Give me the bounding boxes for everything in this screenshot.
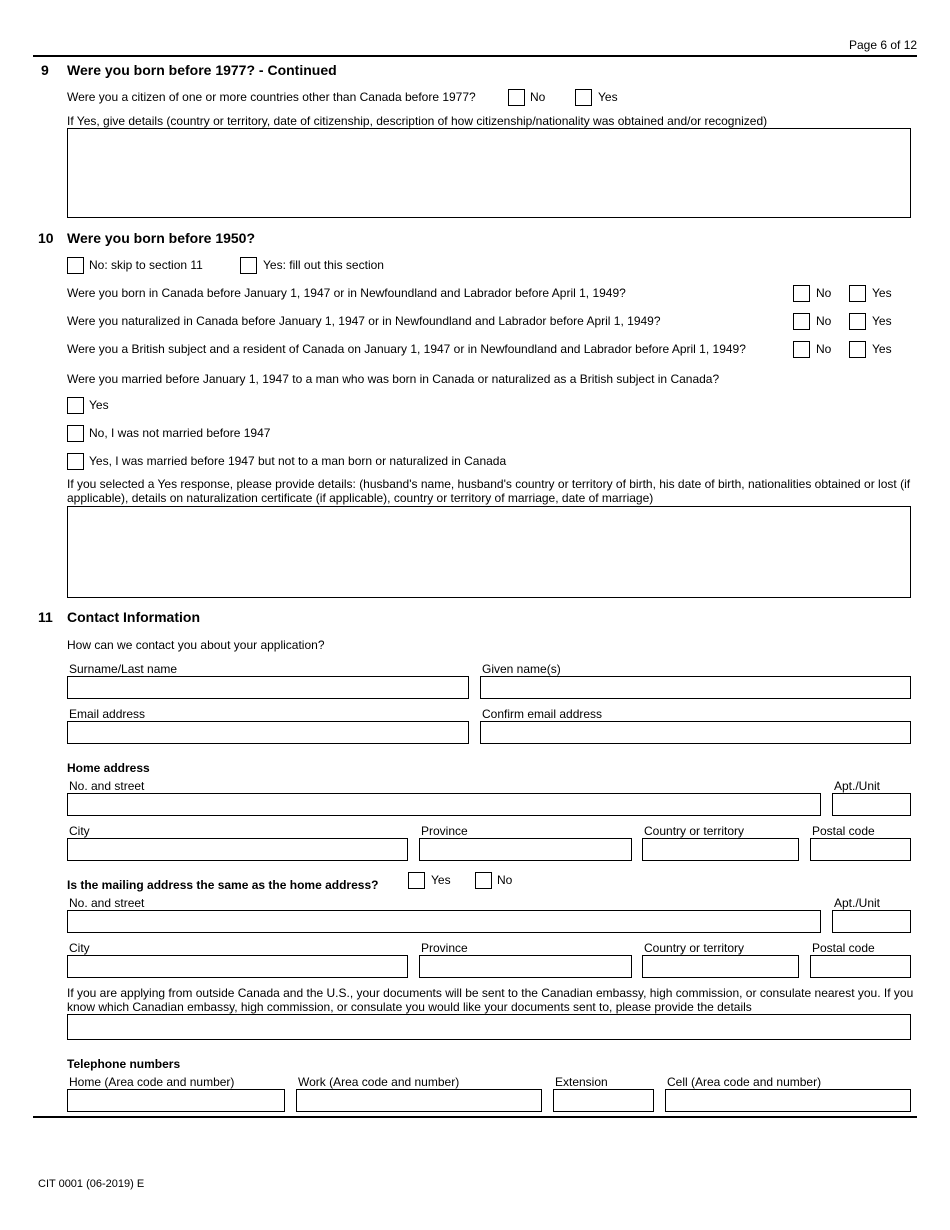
s10-q3-no-checkbox[interactable] — [793, 341, 810, 358]
home-country-label: Country or territory — [644, 824, 745, 838]
s9-yes-label: Yes — [598, 90, 618, 104]
home-province-input[interactable] — [419, 838, 632, 861]
mailing-city-input[interactable] — [67, 955, 408, 978]
mailing-country-label: Country or territory — [644, 941, 745, 955]
s10-q2-no-label: No — [816, 314, 832, 328]
home-province-label: Province — [421, 824, 468, 838]
s9-no-label: No — [530, 90, 546, 104]
s10-q2-yes-label: Yes — [872, 314, 892, 328]
section-9-title: Were you born before 1977? - Continued — [67, 62, 337, 78]
email-label: Email address — [69, 707, 146, 721]
s10-q1-no-label: No — [816, 286, 832, 300]
s10-q2: Were you naturalized in Canada before January 1, 1947 or in Newfoundland and Labrador before April 1, 1949? — [67, 314, 661, 328]
bottom-rule — [33, 1116, 917, 1118]
home-country-input[interactable] — [642, 838, 799, 861]
home-postal-input[interactable] — [810, 838, 911, 861]
s10-q3-yes-checkbox[interactable] — [849, 341, 866, 358]
home-phone-input[interactable] — [67, 1089, 285, 1112]
email-input[interactable] — [67, 721, 469, 744]
home-phone-label: Home (Area code and number) — [69, 1075, 235, 1089]
home-apt-input[interactable] — [832, 793, 911, 816]
home-city-input[interactable] — [67, 838, 408, 861]
section-10-title: Were you born before 1950? — [67, 230, 256, 246]
embassy-details-input[interactable] — [67, 1014, 911, 1040]
section-11-number: 11 — [38, 609, 53, 625]
s10-q4: Were you married before January 1, 1947 to a man who was born in Canada or naturalized as a British subject in Canada? — [67, 372, 720, 386]
cell-phone-label: Cell (Area code and number) — [667, 1075, 822, 1089]
cell-phone-input[interactable] — [665, 1089, 911, 1112]
s9-details-textarea[interactable] — [67, 128, 911, 218]
page-number: Page 6 of 12 — [849, 38, 918, 52]
extension-input[interactable] — [553, 1089, 654, 1112]
s11-intro: How can we contact you about your application? — [67, 638, 325, 652]
surname-input[interactable] — [67, 676, 469, 699]
home-postal-label: Postal code — [812, 824, 875, 838]
s10-q1-no-checkbox[interactable] — [793, 285, 810, 302]
given-name-label: Given name(s) — [482, 662, 561, 676]
s10-q4-other-checkbox[interactable] — [67, 453, 84, 470]
s10-q3-yes-label: Yes — [872, 342, 892, 356]
s10-q4-other-label: Yes, I was married before 1947 but not to a man born or naturalized in Canada — [89, 454, 507, 468]
mailing-no-checkbox[interactable] — [475, 872, 492, 889]
s10-details-label: If you selected a Yes response, please provide details: (husband's name, husband's country or territory of birth, his date of birth, nationalities obtained or lost (if applicable), details on naturalization certificate (if applicable), country or territory of marriage, date of marriage) — [67, 477, 911, 505]
section-10-number: 10 — [38, 230, 54, 246]
s9-details-label: If Yes, give details (country or territory, date of citizenship, description of how citizenship/nationality was obtained and/or recognized) — [67, 114, 768, 128]
confirm-email-input[interactable] — [480, 721, 911, 744]
s9-question: Were you a citizen of one or more countries other than Canada before 1977? — [67, 90, 476, 104]
surname-label: Surname/Last name — [69, 662, 178, 676]
mailing-postal-input[interactable] — [810, 955, 911, 978]
home-city-label: City — [69, 824, 90, 838]
s10-q2-no-checkbox[interactable] — [793, 313, 810, 330]
mailing-apt-label: Apt./Unit — [834, 896, 881, 910]
mailing-street-label: No. and street — [69, 896, 145, 910]
mailing-province-label: Province — [421, 941, 468, 955]
s10-q2-yes-checkbox[interactable] — [849, 313, 866, 330]
work-phone-input[interactable] — [296, 1089, 542, 1112]
mailing-question: Is the mailing address the same as the home address? — [67, 878, 379, 892]
mailing-no-label: No — [497, 873, 513, 887]
s10-q1: Were you born in Canada before January 1, 1947 or in Newfoundland and Labrador before April 1, 1949? — [67, 286, 626, 300]
top-rule — [33, 55, 917, 57]
s10-q4-yes-label: Yes — [89, 398, 109, 412]
mailing-province-input[interactable] — [419, 955, 632, 978]
s10-fill-label: Yes: fill out this section — [263, 258, 384, 272]
s9-no-checkbox[interactable] — [508, 89, 525, 106]
work-phone-label: Work (Area code and number) — [298, 1075, 460, 1089]
mailing-apt-input[interactable] — [832, 910, 911, 933]
mailing-street-input[interactable] — [67, 910, 821, 933]
s10-skip-label: No: skip to section 11 — [89, 258, 203, 272]
mailing-city-label: City — [69, 941, 90, 955]
s10-q4-yes-checkbox[interactable] — [67, 397, 84, 414]
extension-label: Extension — [555, 1075, 608, 1089]
s10-q4-no-label: No, I was not married before 1947 — [89, 426, 271, 440]
s10-q4-no-checkbox[interactable] — [67, 425, 84, 442]
section-11-title: Contact Information — [67, 609, 200, 625]
home-apt-label: Apt./Unit — [834, 779, 881, 793]
s10-fill-checkbox[interactable] — [240, 257, 257, 274]
outside-canada-label: If you are applying from outside Canada and the U.S., your documents will be sent to the Canadian embassy, high commission, or consulate nearest you. If you know which Canadian embassy, high commission, or consulate you would like your documents sent to, please provide the details — [67, 986, 914, 1014]
home-address-heading: Home address — [67, 761, 150, 775]
confirm-email-label: Confirm email address — [482, 707, 603, 721]
s10-skip-checkbox[interactable] — [67, 257, 84, 274]
form-code: CIT 0001 (06-2019) E — [38, 1178, 145, 1190]
telephone-heading: Telephone numbers — [67, 1057, 181, 1071]
s10-q1-yes-checkbox[interactable] — [849, 285, 866, 302]
s10-q1-yes-label: Yes — [872, 286, 892, 300]
section-9-number: 9 — [41, 62, 49, 78]
mailing-yes-checkbox[interactable] — [408, 872, 425, 889]
home-street-input[interactable] — [67, 793, 821, 816]
s10-q3: Were you a British subject and a resident of Canada on January 1, 1947 or in Newfoundland and Labrador before April 1, 1949? — [67, 342, 746, 356]
mailing-postal-label: Postal code — [812, 941, 875, 955]
s10-q3-no-label: No — [816, 342, 832, 356]
s10-details-textarea[interactable] — [67, 506, 911, 598]
mailing-country-input[interactable] — [642, 955, 799, 978]
given-name-input[interactable] — [480, 676, 911, 699]
home-street-label: No. and street — [69, 779, 145, 793]
s9-yes-checkbox[interactable] — [575, 89, 592, 106]
mailing-yes-label: Yes — [431, 873, 451, 887]
